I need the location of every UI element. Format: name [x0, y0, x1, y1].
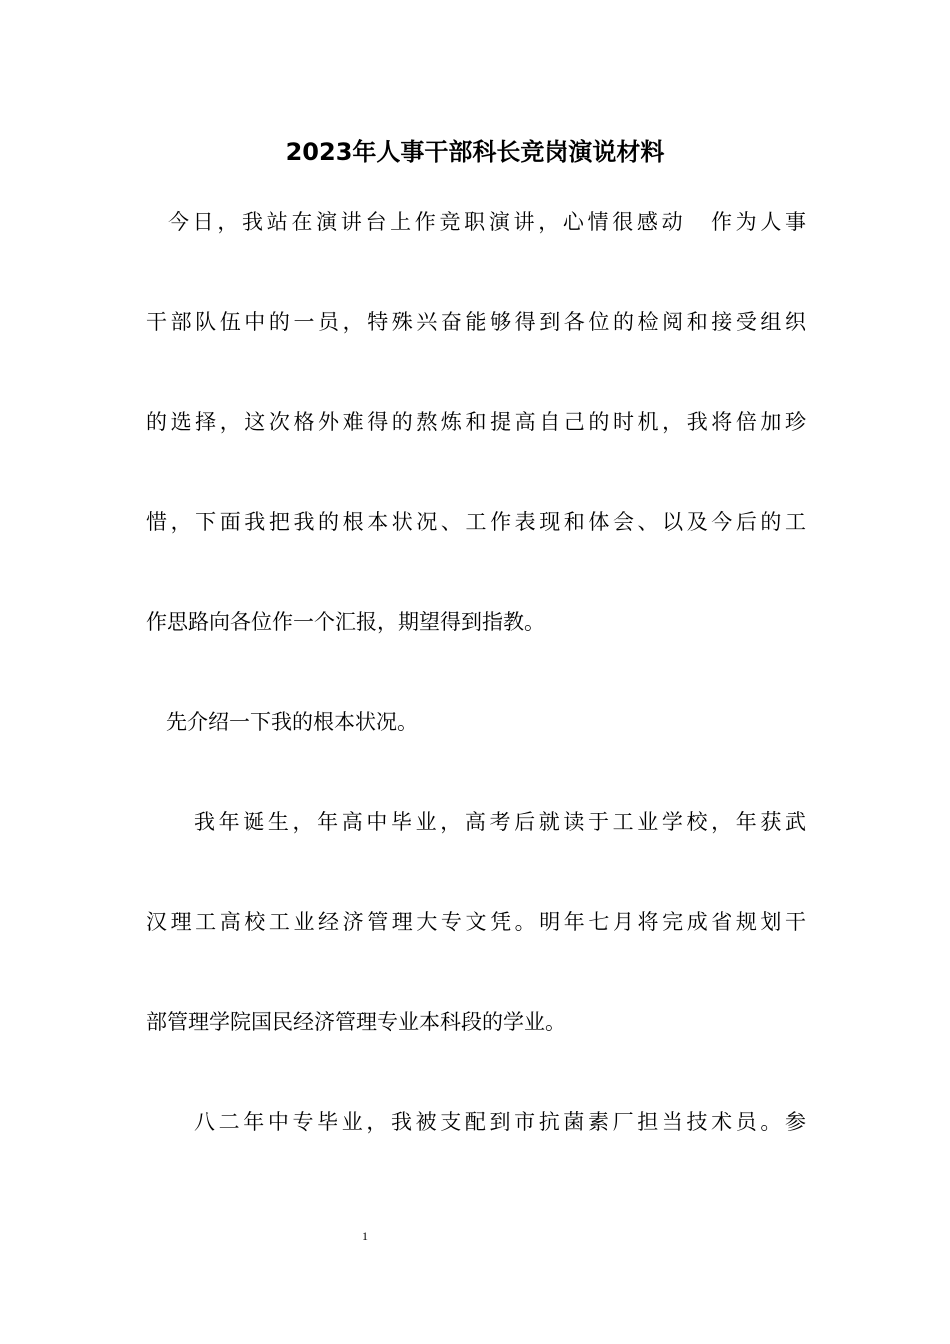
paragraph-line: 的选择，这次格外难得的熬炼和提高自己的时机，我将倍加珍 [146, 410, 806, 434]
paragraph-line: 我年诞生，年高中毕业，高考后就读于工业学校，年获武 [194, 810, 806, 834]
paragraph-line: 惜，下面我把我的根本状况、工作表现和体会、以及今后的工 [146, 510, 806, 534]
paragraph-line: 汉理工高校工业经济管理大专文凭。明年七月将完成省规划干 [146, 910, 806, 934]
paragraph-line: 干部队伍中的一员，特殊兴奋能够得到各位的检阅和接受组织 [146, 310, 806, 334]
document-title: 2023年人事干部科长竞岗演说材料 [285, 138, 665, 166]
paragraph-line: 八二年中专毕业，我被支配到市抗菌素厂担当技术员。参 [194, 1110, 806, 1134]
paragraph-line: 今日，我站在演讲台上作竞职演讲，心情很感动 作为人事 [168, 210, 806, 234]
page-number: 1 [362, 1229, 368, 1243]
paragraph-line: 作思路向各位作一个汇报，期望得到指教。 [146, 610, 545, 634]
paragraph-line: 部管理学院国民经济管理专业本科段的学业。 [146, 1010, 566, 1034]
paragraph-line: 先介绍一下我的根本状况。 [166, 710, 418, 734]
